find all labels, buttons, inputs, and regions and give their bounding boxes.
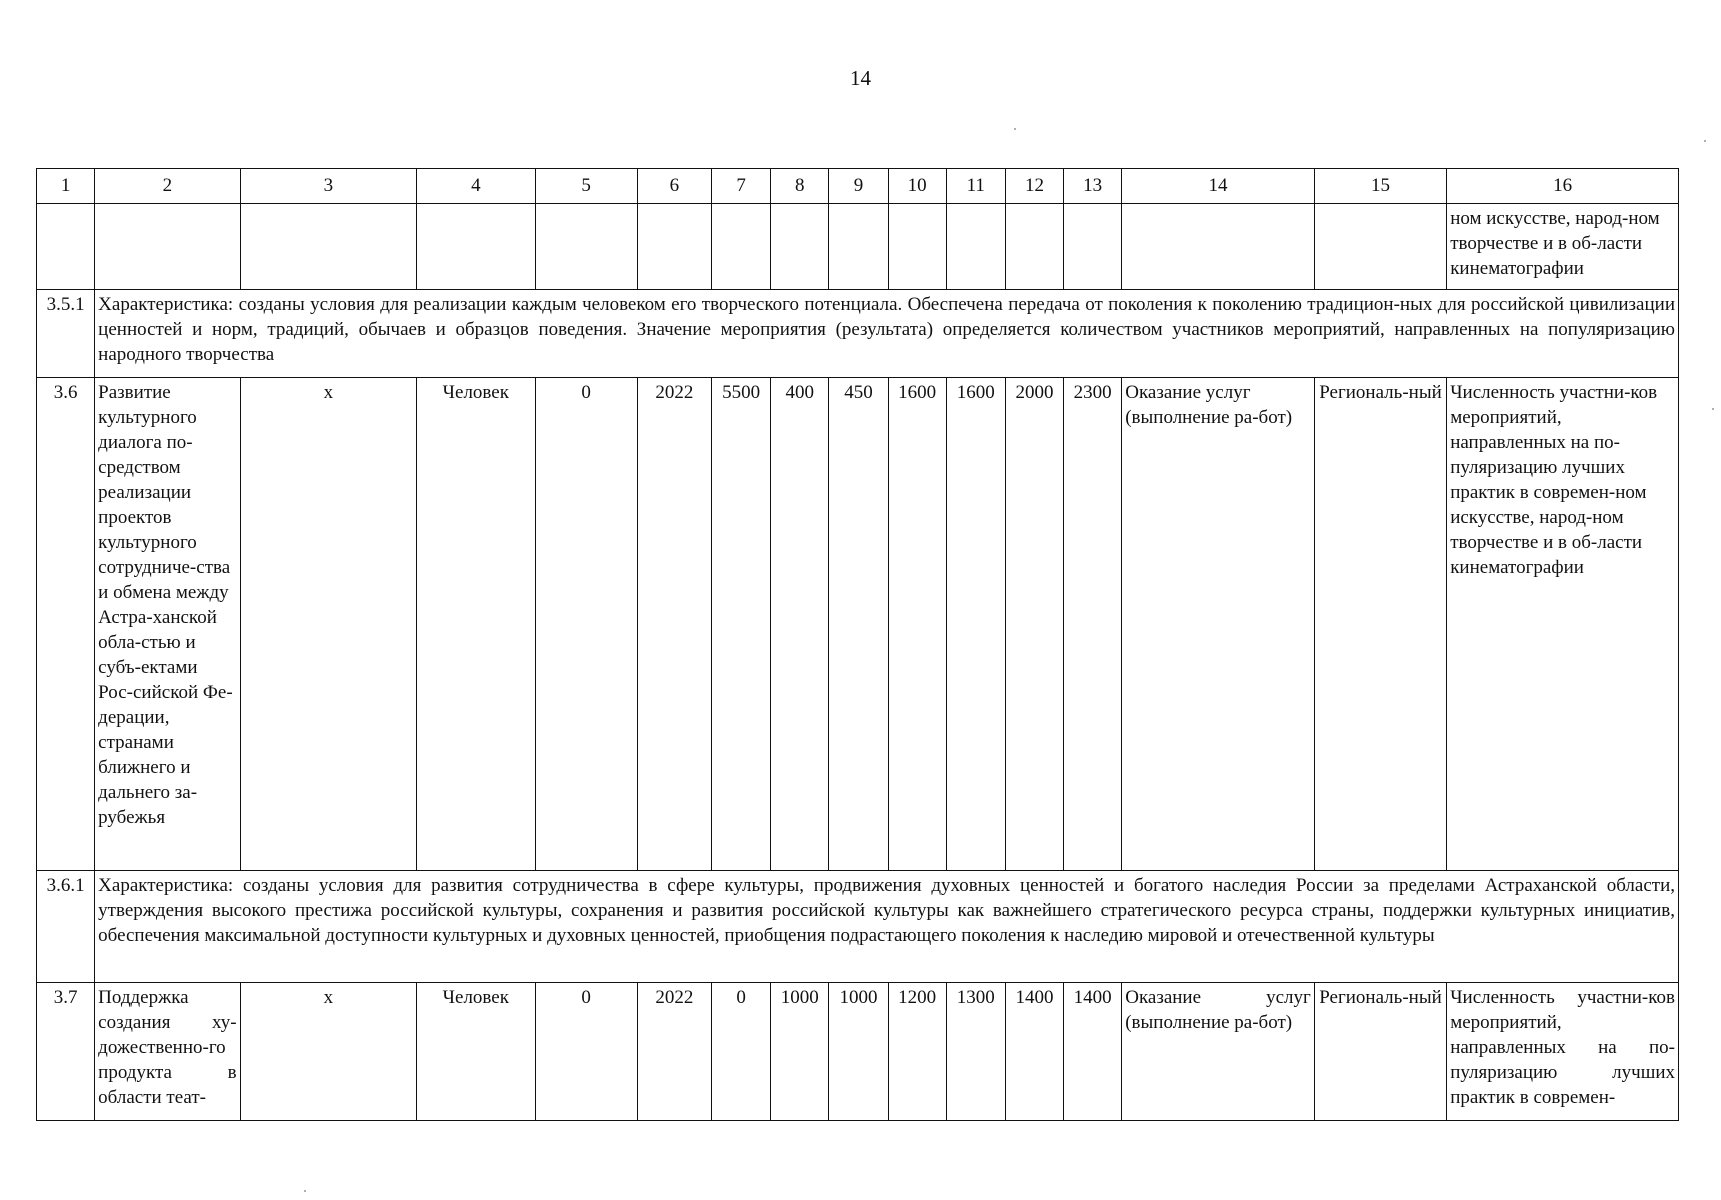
header-cell: 1 (37, 169, 95, 204)
result-description: ном искусстве, народ-ном творчестве и в об-ласти кинематографии (1447, 204, 1679, 290)
value-cell: 1300 (946, 983, 1005, 1121)
base-value: 0 (535, 378, 637, 871)
header-cell: 7 (712, 169, 771, 204)
event-name: Поддержка создания ху-дожественно-го продукта в области теат- (95, 983, 240, 1121)
value-cell: 400 (771, 378, 829, 871)
header-cell: 2 (95, 169, 240, 204)
header-cell: 8 (771, 169, 829, 204)
characteristic-row (37, 871, 1679, 983)
value-cell: 2000 (1005, 378, 1063, 871)
header-cell: 3 (240, 169, 417, 204)
table-row (37, 378, 1679, 871)
row-number: 3.6 (37, 378, 95, 871)
row-number: 3.6.1 (37, 871, 95, 983)
characteristic-text: Характеристика: созданы условия для реализации каждым человеком его творческого потенциала. Обеспечена передача от поколения к поколению традицион-ных для российской цивилизации ценностей и норм, традиций, обычаев и образцов поведения. Значение мероприятия (результата) определяется количеством участников мероприятий, направленных на популяризацию народного творчества (95, 290, 1679, 378)
scan-speck (1712, 408, 1714, 410)
header-cell: 4 (417, 169, 535, 204)
value-cell: 1000 (771, 983, 829, 1121)
value-cell: 1600 (946, 378, 1005, 871)
header-cell: 13 (1064, 169, 1122, 204)
header-cell: 6 (637, 169, 711, 204)
col3-value: х (240, 983, 417, 1121)
scan-speck (1014, 128, 1016, 130)
level: Региональ-ный (1314, 983, 1446, 1121)
page-number: 14 (850, 66, 871, 90)
unit: Человек (417, 983, 535, 1121)
continuation-row (37, 204, 1679, 290)
header-cell: 14 (1122, 169, 1315, 204)
base-year: 2022 (637, 378, 711, 871)
col3-value: х (240, 378, 417, 871)
value-cell: 1400 (1005, 983, 1063, 1121)
base-value: 0 (535, 983, 637, 1121)
table-row (37, 983, 1679, 1121)
header-cell: 12 (1005, 169, 1063, 204)
result-description: Численность участни-ков мероприятий, направленных на по-пуляризацию лучших практик в современ- (1447, 983, 1679, 1121)
row-number: 3.5.1 (37, 290, 95, 378)
header-cell: 11 (946, 169, 1005, 204)
value-cell: 1600 (888, 378, 946, 871)
characteristic-text: Характеристика: созданы условия для развития сотрудничества в сфере культуры, продвижения духовных ценностей и богатого наследия России за пределами Астраханской области, утверждения высокого престижа российской культуры, сохранения и развития российской культуры как важнейшего стратегического ресурса страны, поддержки культурных инициатив, обеспечения максимальной доступности культурных и духовных ценностей, приобщения подрастающего поколения к наследию мировой и отечественной культуры (95, 871, 1679, 983)
row-number: 3.7 (37, 983, 95, 1121)
result-description: Численность участни-ков мероприятий, направленных на по-пуляризацию лучших практик в современ-ном искусстве, народ-ном творчестве и в об-ласти кинематографии (1447, 378, 1679, 871)
scan-speck (304, 1190, 306, 1192)
value-cell: 450 (829, 378, 888, 871)
header-row (37, 169, 1679, 204)
value-cell: 1200 (888, 983, 946, 1121)
event-name: Развитие культурного диалога по-средством реализации проектов культурного сотрудниче-ства и обмена между Астра-ханской обла-стью и субъ-ектами Рос-сийской Фе-дерации, странами ближнего и дальнего за-рубежья (95, 378, 240, 871)
indicators-table (36, 168, 1679, 1121)
characteristic-row (37, 290, 1679, 378)
level: Региональ-ный (1314, 378, 1446, 871)
header-cell: 15 (1314, 169, 1446, 204)
value-cell: 1400 (1064, 983, 1122, 1121)
value-cell: 0 (712, 983, 771, 1121)
base-year: 2022 (637, 983, 711, 1121)
scan-speck (1704, 140, 1706, 142)
header-cell: 16 (1447, 169, 1679, 204)
value-cell: 5500 (712, 378, 771, 871)
unit: Человек (417, 378, 535, 871)
header-cell: 10 (888, 169, 946, 204)
value-cell: 2300 (1064, 378, 1122, 871)
event-type: Оказание услуг (выполнение ра-бот) (1122, 983, 1315, 1121)
value-cell: 1000 (829, 983, 888, 1121)
header-cell: 9 (829, 169, 888, 204)
event-type: Оказание услуг (выполнение ра-бот) (1122, 378, 1315, 871)
header-cell: 5 (535, 169, 637, 204)
